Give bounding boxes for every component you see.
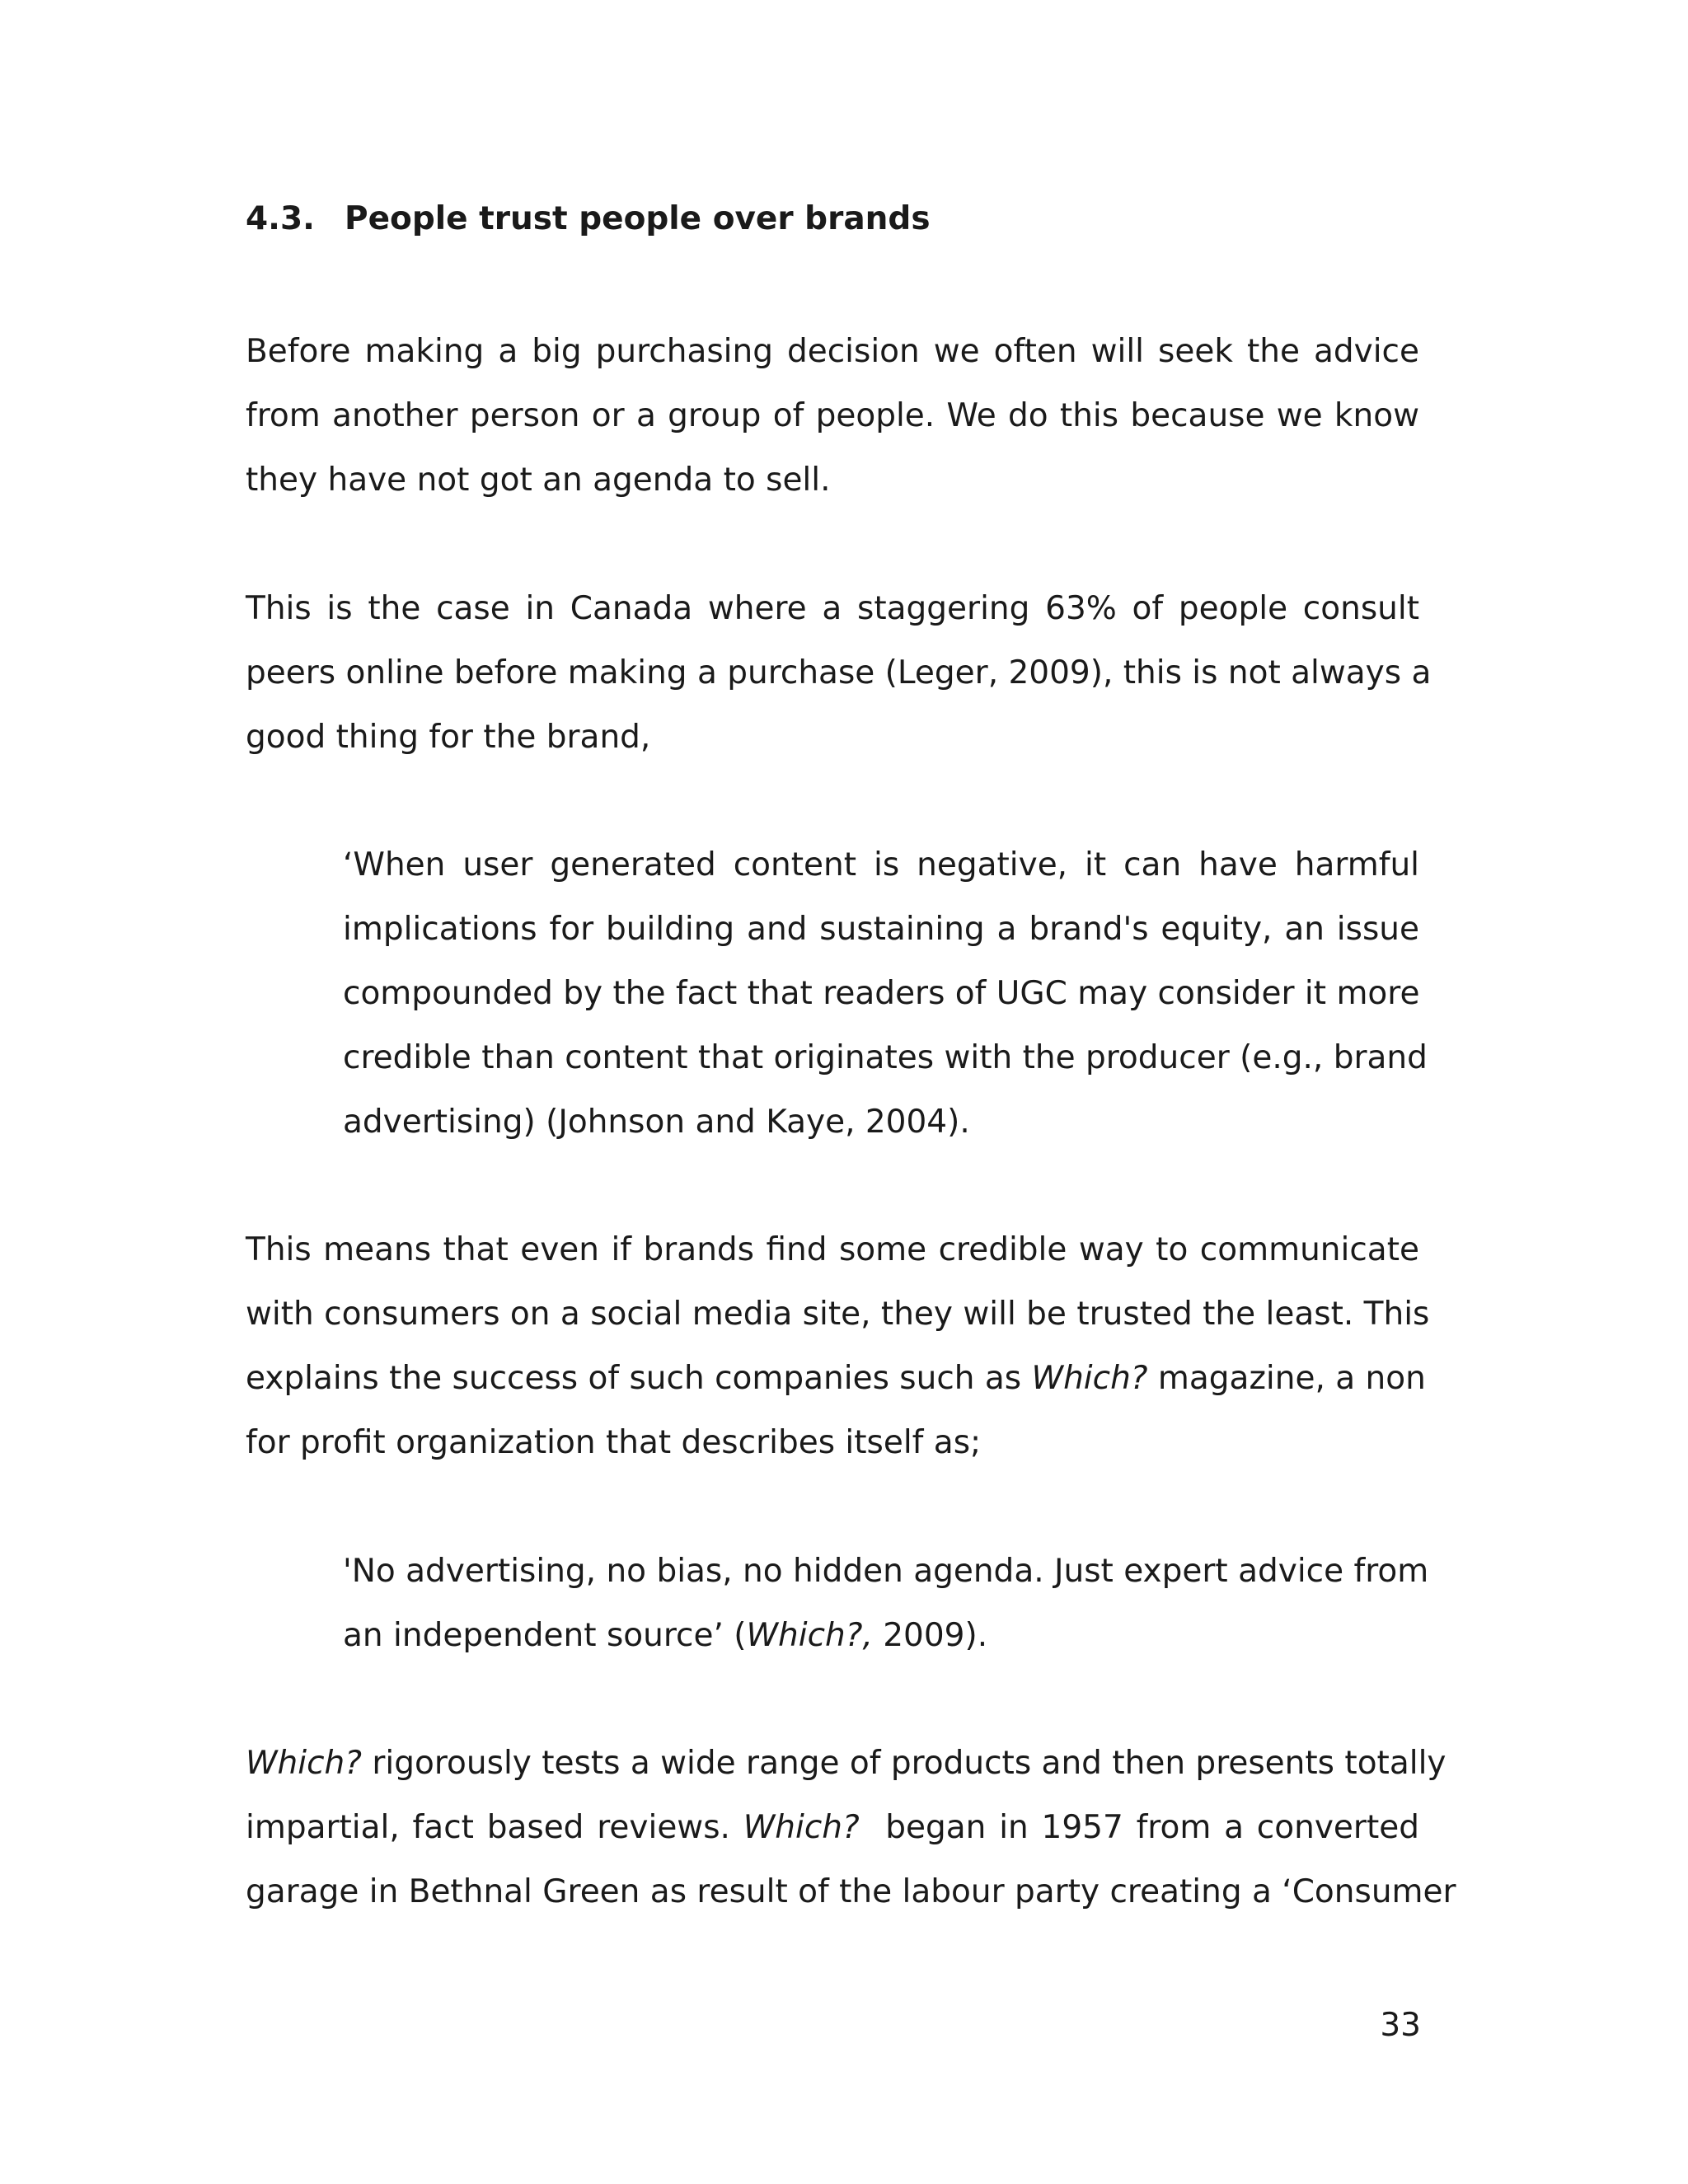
text-line <box>343 1604 1419 1668</box>
text-line: credible than content that originates with the producer (e.g., brand <box>343 1039 1428 1076</box>
text-line: Before making a big purchasing decision we often will seek the advice <box>246 333 1419 370</box>
page-number: 33 <box>1380 2007 1421 2044</box>
text-line: ‘When user generated content is negative, it can have harmful <box>343 846 1419 883</box>
block-quote-which <box>343 1540 1429 1668</box>
text-run: 2009). <box>872 1617 988 1654</box>
text-line <box>246 1796 1419 1860</box>
publication-name: Which? <box>246 1745 362 1782</box>
publication-name: Which?, <box>746 1617 873 1654</box>
text-line: This means that even if brands find some credible way to communicate <box>246 1231 1419 1268</box>
text-line: peers online before making a purchase (Leger, 2009), this is not always a <box>246 654 1432 691</box>
text-line <box>246 1347 1426 1411</box>
text-line: good thing for the brand, <box>246 719 651 756</box>
text-line: 'No advertising, no bias, no hidden agenda. Just expert advice from <box>343 1553 1429 1590</box>
text-run: rigorously tests a wide range of products and then presents totally <box>361 1745 1447 1782</box>
text-line <box>246 1732 1447 1796</box>
text-run: impartial, fact based reviews. <box>246 1809 743 1846</box>
section-number: 4.3. <box>246 200 315 237</box>
block-quote-ugc <box>343 833 1428 1155</box>
publication-name: Which? <box>743 1809 860 1846</box>
section-heading <box>246 194 931 244</box>
text-line: with consumers on a social media site, they will be trusted the least. This <box>246 1296 1430 1333</box>
text-run: magazine, a non <box>1147 1360 1426 1397</box>
text-line: This is the case in Canada where a staggering 63% of people consult <box>246 590 1419 627</box>
text-run: explains the success of such companies such as <box>246 1360 1032 1397</box>
text-line: they have not got an agenda to sell. <box>246 462 831 499</box>
text-line: from another person or a group of people. We do this because we know <box>246 397 1419 434</box>
publication-name: Which? <box>1031 1360 1148 1397</box>
text-line: implications for building and sustaining a brand's equity, an issue <box>343 911 1419 948</box>
text-run: began in 1957 from a converted <box>859 1809 1419 1846</box>
paragraph-which-history <box>246 1732 1456 1924</box>
paragraph-advice <box>246 320 1419 513</box>
section-title: People trust people over brands <box>345 200 931 237</box>
text-run: an independent source’ ( <box>343 1617 747 1654</box>
paragraph-trust <box>246 1218 1430 1475</box>
paragraph-canada <box>246 577 1432 770</box>
text-line: advertising) (Johnson and Kaye, 2004). <box>343 1104 970 1141</box>
text-line: garage in Bethnal Green as result of the labour party creating a ‘Consumer <box>246 1873 1456 1910</box>
text-line: compounded by the fact that readers of UGC may consider it more <box>343 975 1420 1012</box>
text-line: for profit organization that describes itself as; <box>246 1424 982 1461</box>
